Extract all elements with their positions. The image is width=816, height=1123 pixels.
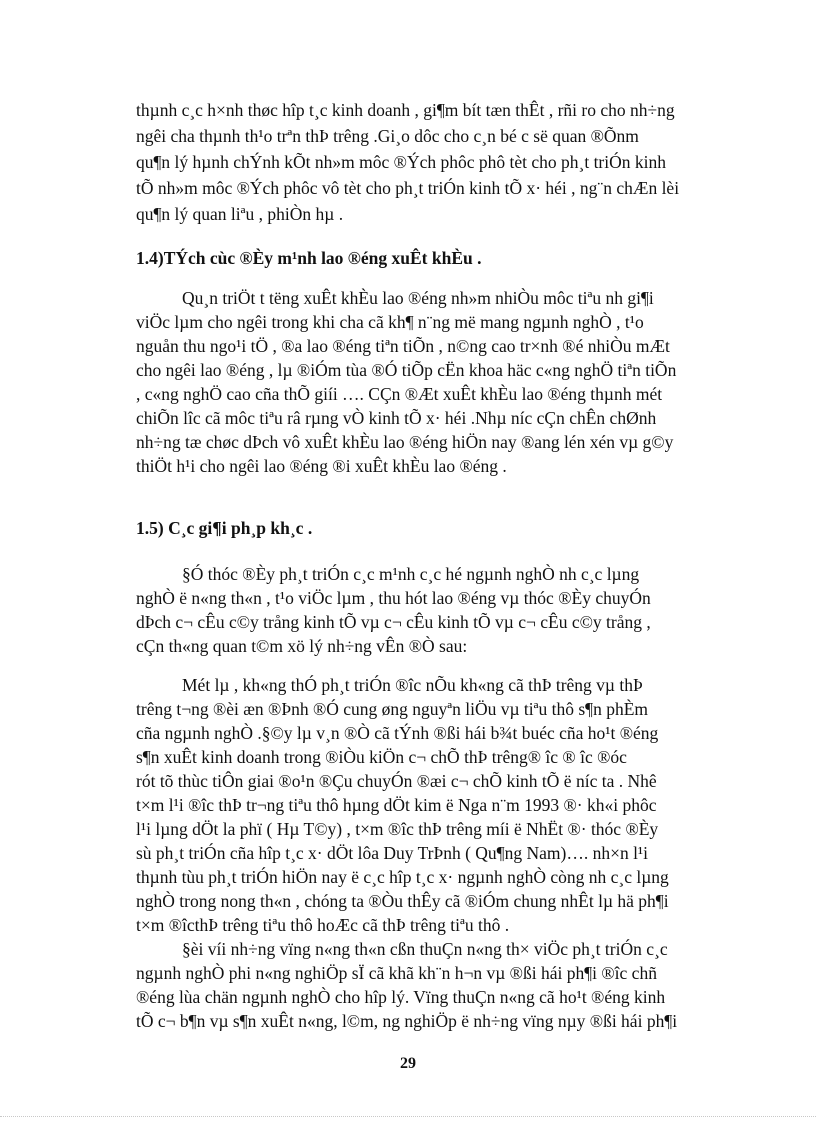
text-line: rót tõ thùc tiÔn giai ®o¹n ®Çu chuyÓn ®æi c¬ chÕ kinh tÕ ë níc ta . Nhê <box>136 771 657 791</box>
text-line: cho ngêi lao ®éng , lµ ®iÓm tùa ®Ó tiÕp cËn khoa häc c«ng nghÖ tiªn tiÕn <box>136 360 677 380</box>
text-line: tÕ nh»m môc ®Ých phôc vô tèt cho ph¸t triÓn kinh tÕ x· héi , ng¨n chÆn lèi <box>136 178 680 198</box>
heading-text: 1.4)TÝch cùc ®Èy m¹nh lao ®éng xuÊt khÈu . <box>136 248 482 268</box>
text-line: cña ngµnh nghÒ .§©y lµ v¸n ®Ò cã tÝnh ®ßi hái b¾t buéc cña ho¹t ®éng <box>136 723 659 743</box>
text-line: t×m ®îcthÞ trêng tiªu thô hoÆc cã thÞ trêng tiªu thô . <box>136 915 510 935</box>
text-line: l¹i lµng dÖt la phï ( Hµ T©y) , t×m ®îc thÞ trêng míi ë NhËt ®· thóc ®Èy <box>136 819 659 839</box>
text-line: , c«ng nghÖ cao cña thÕ giíi …. CÇn ®Æt xuÊt khÈu lao ®éng thµnh mét <box>136 384 663 404</box>
text-line: trêng t¬ng ®èi æn ®Þnh ®Ó cung øng nguyªn liÖu vµ tiªu thô s¶n phÈm <box>136 699 648 719</box>
text-line: nghÒ ë n«ng th«n , t¹o viÖc lµm , thu hót lao ®éng vµ thóc ®Èy chuyÓn <box>136 588 651 608</box>
text-line: thiÖt h¹i cho ngêi lao ®éng ®i xuÊt khÈu lao ®éng . <box>136 456 507 476</box>
text-line: qu¶n lý quan liªu , phiÒn hµ . <box>136 204 344 224</box>
text-line: thµnh tùu ph¸t triÓn hiÖn nay ë c¸c hîp t¸c x· ngµnh nghÒ còng nh c¸c lµng <box>136 867 669 887</box>
page-bottom-border <box>0 1116 816 1117</box>
text-line: ®éng lùa chän ngµnh nghÒ cho hîp lý. Vïng thuÇn n«ng cã ho¹t ®éng kinh <box>136 987 666 1007</box>
text-line: chiÕn lîc cã môc tiªu râ rµng vÒ kinh tÕ x· héi .Nhµ níc cÇn chÊn chØnh <box>136 408 657 428</box>
text-line: Qu¸n triÖt t tëng xuÊt khÈu lao ®éng nh»m nhiÒu môc tiªu nh gi¶i <box>182 288 654 308</box>
heading-text: 1.5) C¸c gi¶i ph¸p kh¸c . <box>136 518 313 538</box>
text-line: cÇn th«ng quan t©m xö lý nh÷ng vÊn ®Ò sau: <box>136 636 468 656</box>
text-line: nh÷ng tæ chøc dÞch vô xuÊt khÈu lao ®éng hiÖn nay ®ang lén xén vµ g©y <box>136 432 674 452</box>
text-line: thµnh c¸c h×nh thøc hîp t¸c kinh doanh , gi¶m bít tæn thÊt , rñi ro cho nh÷ng <box>136 100 675 120</box>
text-line: ngµnh nghÒ phi n«ng nghiÖp sÏ cã khã kh¨n h¬n vµ ®ßi hái ph¶i ®îc chñ <box>136 963 657 983</box>
text-line: t×m l¹i ®îc thÞ tr¬ng tiªu thô hµng dÖt kim ë Nga n¨m 1993 ®· kh«i phôc <box>136 795 657 815</box>
text-line: tÕ c¬ b¶n vµ s¶n xuÊt n«ng, l©m, ng nghiÖp ë nh÷ng vïng nµy ®ßi hái ph¶i <box>136 1011 678 1031</box>
text-line: nguån thu ngo¹i tÖ , ®a lao ®éng tiªn tiÕn , n©ng cao tr×nh ®é nhiÒu mÆt <box>136 336 670 356</box>
page-number: 29 <box>400 1055 416 1072</box>
text-line: nghÒ trong nong th«n , chóng ta ®Òu thÊy cã ®iÓm chung nhÊt lµ hä ph¶i <box>136 891 669 911</box>
text-line: viÖc lµm cho ngêi trong khi cha cã kh¶ n¨ng më mang ngµnh nghÒ , t¹o <box>136 312 644 332</box>
text-line: Mét lµ , kh«ng thÓ ph¸t triÓn ®îc nÕu kh«ng cã thÞ trêng vµ thÞ <box>182 675 643 695</box>
text-line: ngêi cha thµnh th¹o trªn thÞ trêng .Gi¸o dôc cho c¸n bé c së quan ®Õnm <box>136 126 639 146</box>
text-line: dÞch c¬ cÊu c©y trång kinh tÕ vµ c¬ cÊu kinh tÕ vµ c¬ cÊu c©y trång , <box>136 612 651 632</box>
text-line: s¶n xuÊt kinh doanh trong ®iÒu kiÖn c¬ chÕ thÞ trêng® îc ® îc ®óc <box>136 747 627 767</box>
text-line: §èi víi nh÷ng vïng n«ng th«n cßn thuÇn n«ng th× viÖc ph¸t triÓn c¸c <box>182 939 668 959</box>
text-line: §Ó thóc ®Èy ph¸t triÓn c¸c m¹nh c¸c hé ngµnh nghÒ nh c¸c lµng <box>182 564 640 584</box>
text-line: qu¶n lý hµnh chÝnh kÕt nh»m môc ®Ých phôc phô tèt cho ph¸t triÓn kinh <box>136 152 666 172</box>
text-line: sù ph¸t triÓn cña hîp t¸c x· dÖt lôa Duy TrÞnh ( Qu¶ng Nam)…. nh×n l¹i <box>136 843 649 863</box>
